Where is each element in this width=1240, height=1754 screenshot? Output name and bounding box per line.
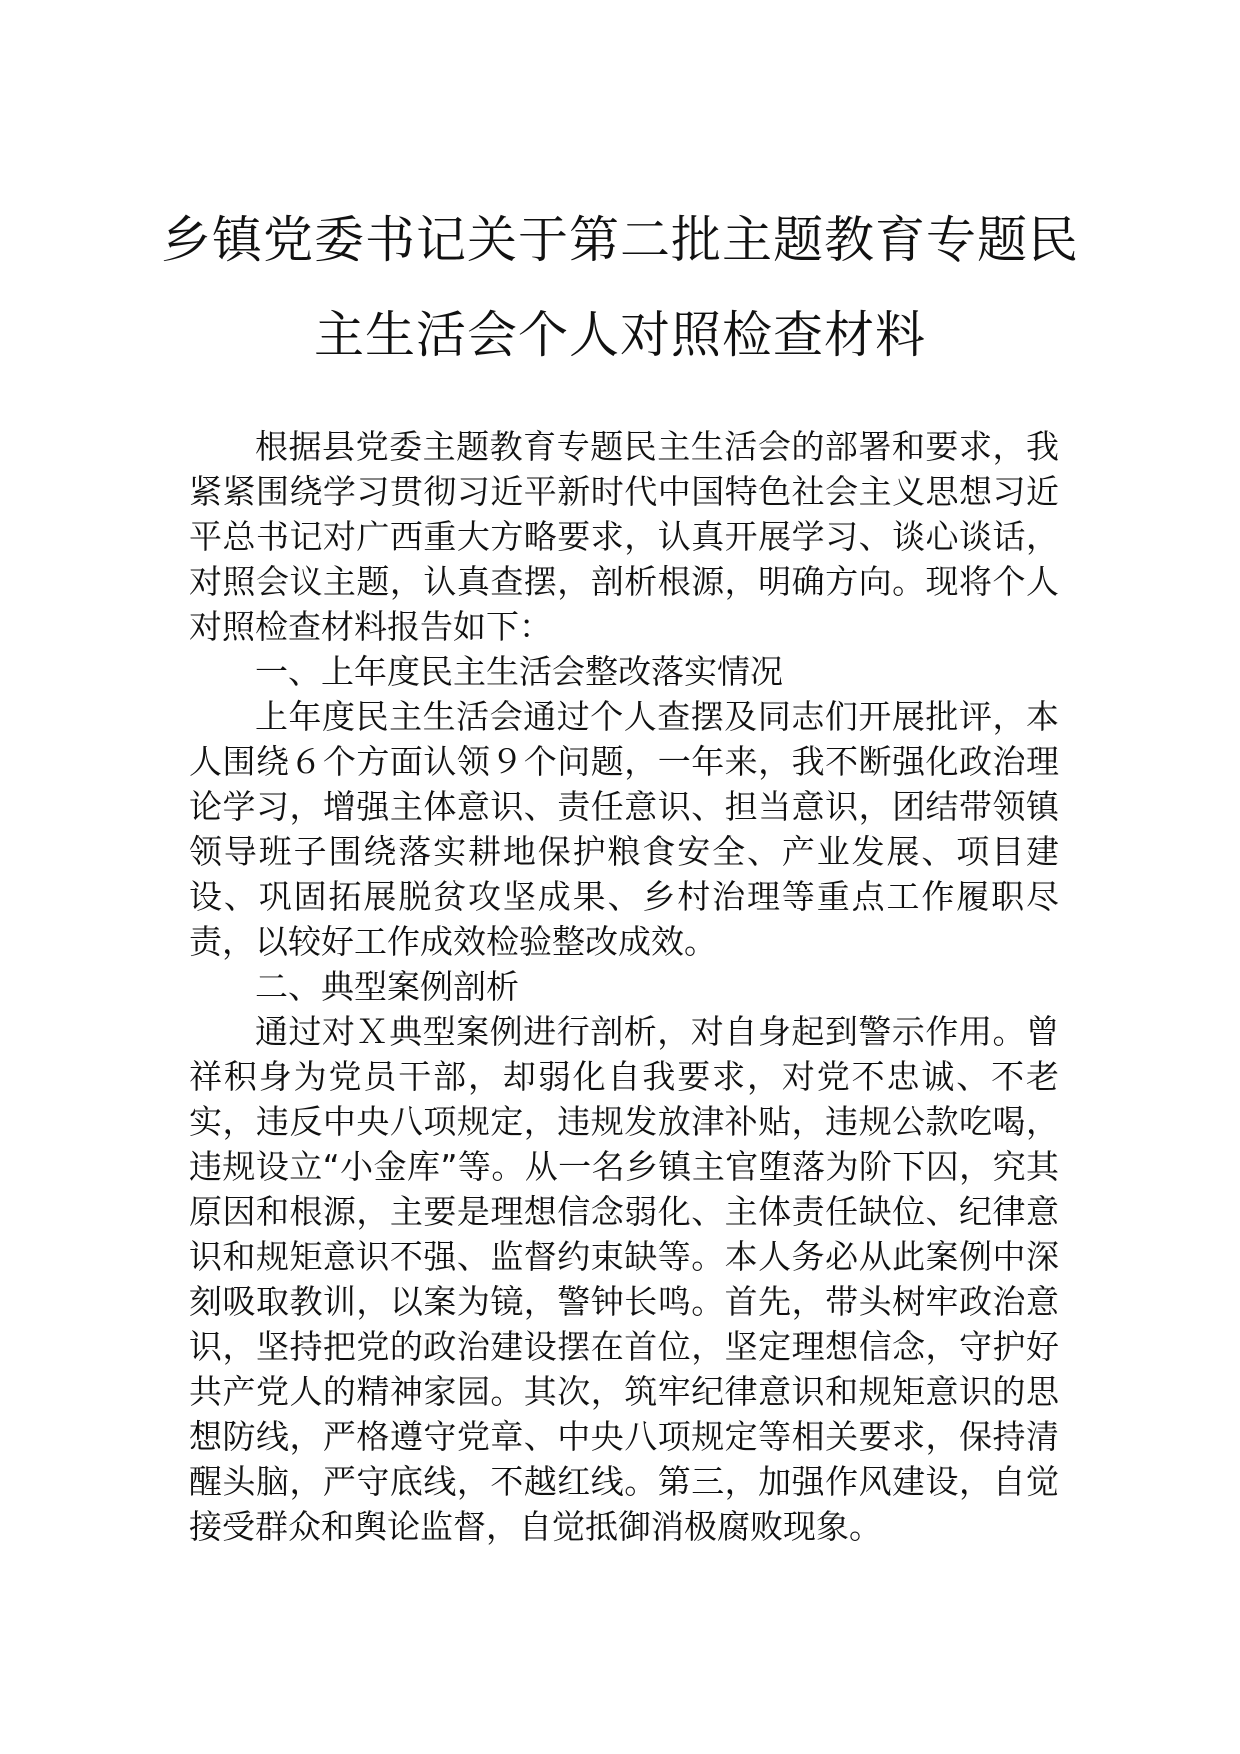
- document-body: [189, 424, 1059, 1549]
- section-heading-1: 一、上年度民主生活会整改落实情况: [255, 652, 783, 691]
- intro-paragraph: 根据县党委主题教育专题民主生活会的部署和要求，我紧紧围绕学习贯彻习近平新时代中国特色社会主义思想习近平总书记对广西重大方略要求，认真开展学习、谈心谈话，对照会议主题，认真查摆，剖析根源，明确方向。现将个人对照检查材料报告如下：: [189, 427, 1059, 646]
- document-title-line-2: 主生活会个人对照检查材料: [314, 306, 926, 364]
- section-heading-2: 二、典型案例剖析: [255, 967, 519, 1006]
- section-2-paragraph: 通过对Ｘ典型案例进行剖析，对自身起到警示作用。曾祥积身为党员干部，却弱化自我要求，对党不忠诚、不老实，违反中央八项规定，违规发放津补贴，违规公款吃喝，违规设立“小金库”等。从一名乡镇主官堕落为阶下囚，究其原因和根源，主要是理想信念弱化、主体责任缺位、纪律意识和规矩意识不强、监督约束缺等。本人务必从此案例中深刻吸取教训，以案为镜，警钟长鸣。首先，带头树牢政治意识，坚持把党的政治建设摆在首位，坚定理想信念，守护好共产党人的精神家园。其次，筑牢纪律意识和规矩意识的思想防线，严格遵守党章、中央八项规定等相关要求，保持清醒头脑，严守底线，不越红线。第三，加强作风建设，自觉接受群众和舆论监督，自觉抵御消极腐败现象。: [189, 1012, 1059, 1546]
- document-title-line-1: 乡镇党委书记关于第二批主题教育专题民: [161, 211, 1079, 269]
- section-1-paragraph: 上年度民主生活会通过个人查摆及同志们开展批评，本人围绕６个方面认领９个问题，一年来，我不断强化政治理论学习，增强主体意识、责任意识、担当意识，团结带领镇领导班子围绕落实耕地保护粮食安全、产业发展、项目建设、巩固拓展脱贫攻坚成果、乡村治理等重点工作履职尽责，以较好工作成效检验整改成效。: [189, 697, 1059, 961]
